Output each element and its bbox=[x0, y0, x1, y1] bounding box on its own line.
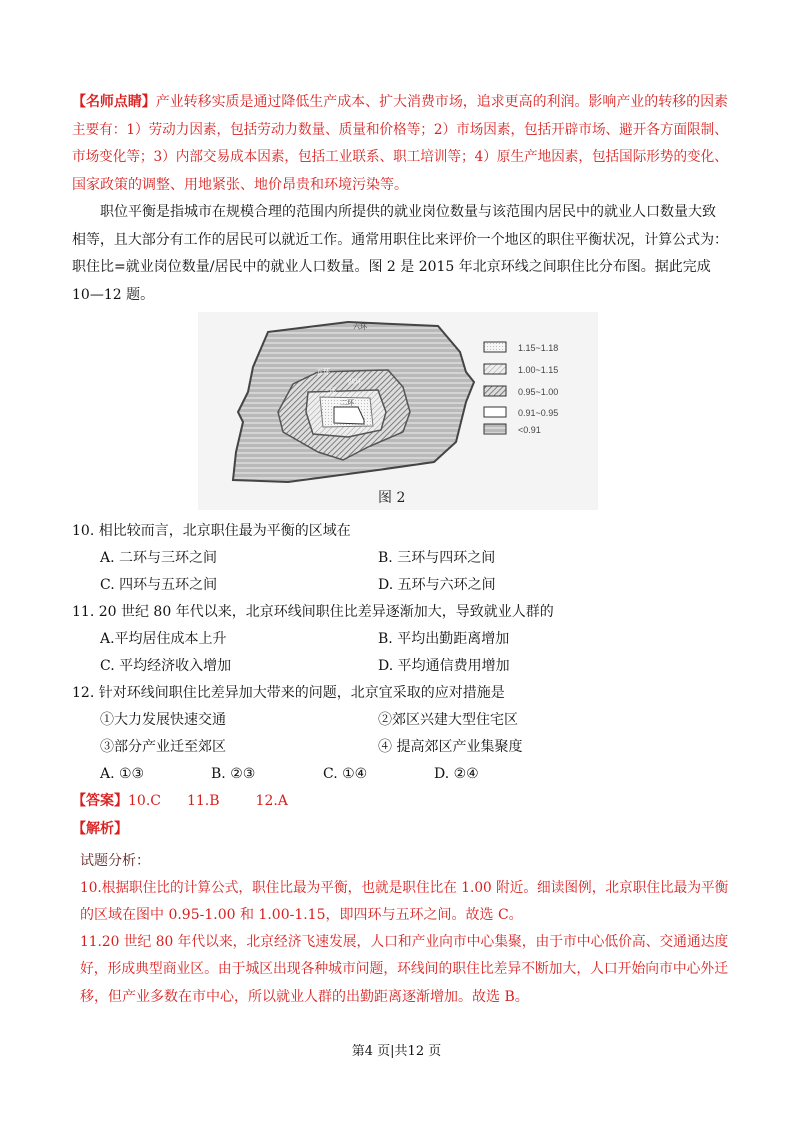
tip-line-3: 国家政策的调整、用地紧张、地价昂贵和环境污染等。 bbox=[72, 177, 408, 193]
q12-measure-4: ④ 提高郊区产业集聚度 bbox=[378, 739, 523, 755]
ring-label-2: 二环 bbox=[340, 399, 354, 407]
q12-stem: 12. 针对环线间职住比差异加大带来的问题，北京宜采取的应对措施是 bbox=[72, 685, 505, 701]
q10-option-a: A. 二环与三环之间 bbox=[100, 550, 218, 566]
analysis-label: 【解析】 bbox=[72, 821, 128, 837]
q11-option-d: D. 平均通信费用增加 bbox=[378, 658, 510, 674]
q12-choice-b: B. ②③ bbox=[211, 766, 256, 782]
legend-item: 1.15~1.18 bbox=[518, 343, 559, 353]
tip-line-1: 主要有：1）劳动力因素，包括劳动力数量、质量和价格等；2）市场因素，包括开辟市场、避开各方面限制、 bbox=[72, 122, 728, 138]
second-ring-region bbox=[334, 407, 364, 424]
q12-choice-d: D. ②④ bbox=[434, 766, 479, 782]
legend-item: 0.95~1.00 bbox=[518, 387, 559, 397]
answer-12: 12.A bbox=[255, 793, 288, 809]
q11-option-b: B. 平均出勤距离增加 bbox=[378, 631, 510, 647]
ring-label-4: 四环 bbox=[348, 378, 362, 386]
q11-stem: 11. 20 世纪 80 年代以来，北京环线间职住比差异逐渐加大，导致就业人群的 bbox=[72, 604, 554, 620]
tip-line-0 bbox=[72, 92, 728, 112]
q10-option-d: D. 五环与六环之间 bbox=[378, 577, 496, 593]
q11-option-a: A.平均居住成本上升 bbox=[100, 631, 227, 647]
q12-measure-3: ③部分产业迁至郊区 bbox=[100, 739, 226, 755]
answer-10: 10.C bbox=[128, 793, 161, 809]
legend-item: <0.91 bbox=[518, 425, 541, 435]
q12-measure-2: ②郊区兴建大型住宅区 bbox=[378, 712, 518, 728]
figure-2-map bbox=[198, 312, 598, 510]
q11-option-c: C. 平均经济收入增加 bbox=[100, 658, 232, 674]
q12-choice-c: C. ①④ bbox=[323, 766, 368, 782]
intro-line-1: 相等，且大部分有工作的居民可以就近工作。通常用职住比来评价一个地区的职住平衡状况，计算公式为： bbox=[72, 232, 728, 248]
ring-label-5: 五环 bbox=[316, 368, 330, 376]
analysis-line-3: 好，形成典型商业区。由于城区出现各种城市问题，环线间的职住比差异不断加大，人口开始向市中心外迁 bbox=[80, 961, 728, 977]
tip-text: 产业转移实质是通过降低生产成本、扩大消费市场，追求更高的利润。影响产业的转移的因素 bbox=[155, 94, 728, 110]
q12-measure-1: ①大力发展快速交通 bbox=[100, 712, 226, 728]
answer-label: 【答案】 bbox=[72, 793, 128, 809]
analysis-line-4: 移，但产业多数在市中心，所以就业人群的出勤距离逐渐增加。故选 B。 bbox=[80, 989, 529, 1005]
analysis-line-0: 10.根据职住比的计算公式，职住比最为平衡，也就是职住比在 1.00 附近。细读图例，北京职住比最为平衡 bbox=[80, 880, 729, 896]
analysis-line-2: 11.20 世纪 80 年代以来，北京经济飞速发展，人口和产业向市中心集聚，由于市中心低价高、交通通达度 bbox=[80, 934, 729, 950]
ring-label-3: 三环 bbox=[322, 387, 336, 395]
figure-caption: 图 2 bbox=[378, 490, 406, 506]
tip-line-2: 市场变化等；3）内部交易成本因素，包括工业联系、职工培训等；4）原生产地因素，包括国际形势的变化、 bbox=[72, 149, 728, 165]
q10-stem: 10. 相比较而言，北京职住最为平衡的区域在 bbox=[72, 523, 351, 539]
tip-label: 【名师点睛】 bbox=[72, 94, 156, 110]
answer-row bbox=[72, 791, 288, 811]
page-footer: 第4 页|共12 页 bbox=[351, 1044, 442, 1059]
q12-choice-a: A. ①③ bbox=[100, 766, 145, 782]
q10-option-b: B. 三环与四环之间 bbox=[378, 550, 496, 566]
intro-line-2: 职住比=就业岗位数量/居民中的就业人口数量。图 2 是 2015 年北京环线之间职住比分布图。据此完成 bbox=[72, 259, 711, 275]
intro-line-3: 10—12 题。 bbox=[72, 287, 155, 303]
ring-label-6: 六环 bbox=[353, 323, 367, 331]
intro-line-0: 职位平衡是指城市在规模合理的范围内所提供的就业岗位数量与该范围内居民中的就业人口数量大致 bbox=[100, 204, 716, 220]
legend-item: 1.00~1.15 bbox=[518, 365, 559, 375]
analysis-line-1: 的区域在图中 0.95-1.00 和 1.00-1.15，即四环与五环之间。故选 C。 bbox=[80, 907, 523, 923]
q10-option-c: C. 四环与五环之间 bbox=[100, 577, 218, 593]
analysis-heading: 试题分析： bbox=[80, 853, 150, 869]
answer-11: 11.B bbox=[186, 793, 220, 809]
legend-item: 0.91~0.95 bbox=[518, 408, 559, 418]
